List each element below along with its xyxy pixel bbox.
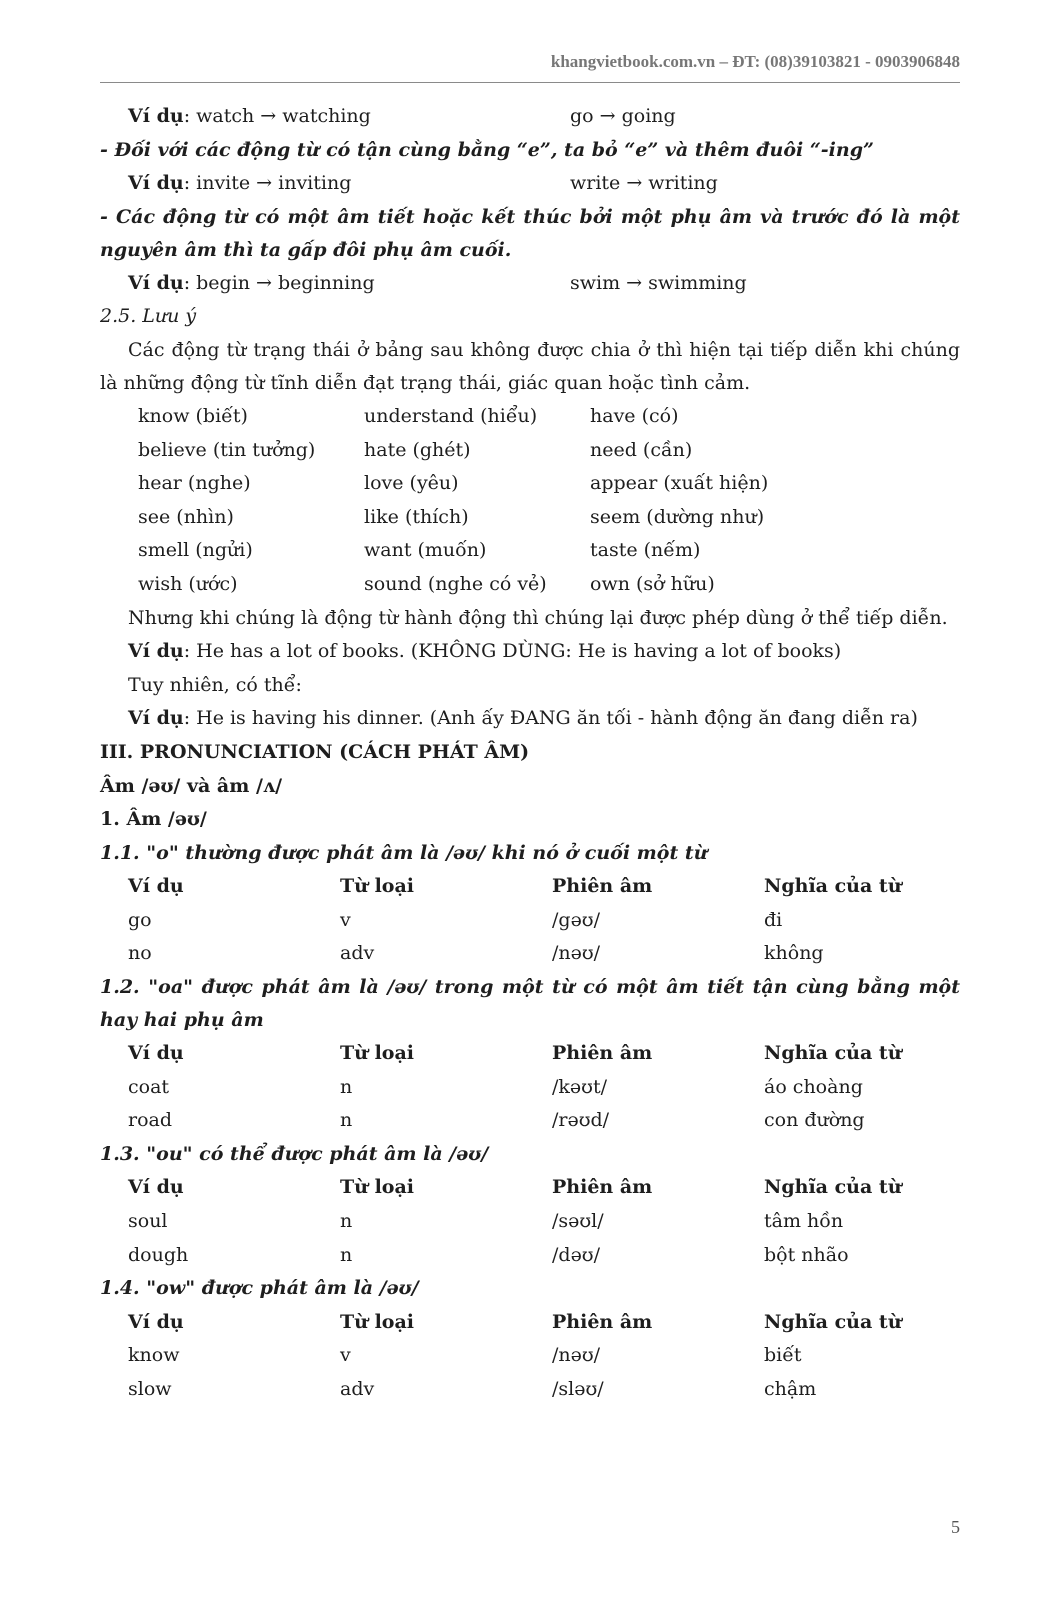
cell: /dəʊ/ [552, 1243, 600, 1266]
example-label: Ví dụ [128, 271, 184, 294]
example-right: swim → swimming [570, 271, 747, 294]
note-however: Tuy nhiên, có thể: [128, 673, 302, 696]
col-header: Nghĩa của từ [764, 1176, 902, 1199]
verb-row [100, 434, 960, 468]
cell: /səʊl/ [552, 1210, 604, 1233]
verb-cell: love (yêu) [364, 472, 459, 495]
cell: biết [764, 1344, 802, 1367]
col-header: Từ loại [340, 875, 414, 898]
verb-cell: smell (ngửi) [138, 539, 253, 562]
verb-cell: own (sở hữu) [590, 572, 715, 595]
col-header: Ví dụ [128, 875, 184, 898]
col-header: Nghĩa của từ [764, 1042, 902, 1065]
cell: tâm hồn [764, 1210, 844, 1233]
group-title: 1.3. "ou" có thể được phát âm là /əʊ/ [100, 1142, 489, 1165]
example-right: go → going [570, 105, 676, 127]
cell: v [340, 1344, 351, 1367]
cell: road [128, 1109, 173, 1132]
col-header: Phiên âm [552, 1310, 653, 1333]
page-header [100, 52, 960, 83]
page-content [100, 100, 960, 1407]
cell: đi [764, 908, 783, 931]
stative-verb-table [100, 400, 960, 602]
verb-cell: need (cần) [590, 438, 693, 461]
verb-cell: appear (xuất hiện) [590, 472, 769, 495]
table-row [100, 1205, 960, 1239]
table-header-row [100, 1037, 960, 1071]
example-label: Ví dụ [128, 172, 184, 195]
cell: /nəʊ/ [552, 1344, 601, 1367]
verb-cell: like (thích) [364, 505, 469, 528]
example-left: : watch → watching [183, 105, 371, 127]
rule-e: - Đối với các động từ có tận cùng bằng “e”, ta bỏ “e” và thêm đuôi “-ing” [100, 138, 874, 161]
group-title: 1.2. "oa" được phát âm là /əʊ/ trong một từ có một âm tiết tận cùng bằng một hay hai phụ âm [100, 976, 960, 1032]
table-row [100, 1104, 960, 1138]
section-3-heading: III. PRONUNCIATION (CÁCH PHÁT ÂM) [100, 740, 530, 763]
example-label: Ví dụ [128, 707, 184, 730]
verb-cell: wish (ước) [138, 572, 238, 595]
col-header: Phiên âm [552, 1042, 653, 1065]
verb-cell: know (biết) [138, 404, 248, 427]
verb-row [100, 534, 960, 568]
cell: n [340, 1210, 353, 1233]
example-left: : invite → inviting [183, 172, 352, 195]
table-row [100, 1373, 960, 1407]
verb-cell: hate (ghét) [364, 438, 471, 461]
cell: áo choàng [764, 1075, 863, 1098]
header-text: khangvietbook.com.vn – ĐT: (08)39103821 - 0903906848 [550, 52, 960, 71]
cell: /kəʊt/ [552, 1075, 607, 1098]
cell: n [340, 1243, 353, 1266]
cell: /sləʊ/ [552, 1378, 604, 1400]
col-header: Ví dụ [128, 1042, 184, 1065]
verb-row [100, 568, 960, 602]
table-row [100, 1339, 960, 1373]
example-text: : He has a lot of books. (KHÔNG DÙNG: He is having a lot of books) [183, 640, 842, 663]
verb-cell: want (muốn) [364, 539, 487, 562]
cell: no [128, 942, 152, 965]
table-row [100, 1239, 960, 1273]
table-row [100, 937, 960, 971]
example-left: : begin → beginning [183, 271, 375, 294]
table-header-row [100, 1306, 960, 1340]
col-header: Phiên âm [552, 1176, 653, 1199]
col-header: Từ loại [340, 1042, 414, 1065]
cell: n [340, 1075, 353, 1098]
verb-cell: seem (dường như) [590, 505, 765, 528]
example-line [100, 267, 960, 301]
cell: v [340, 908, 351, 931]
verb-cell: sound (nghe có vẻ) [364, 572, 547, 595]
cell: /gəʊ/ [552, 908, 600, 931]
sounds-heading: Âm /əʊ/ và âm /ʌ/ [100, 774, 283, 797]
note-but: Nhưng khi chúng là động từ hành động thì chúng lại được phép dùng ở thể tiếp diễn. [128, 606, 948, 629]
verb-cell: believe (tin tưởng) [138, 438, 316, 461]
note-intro: Các động từ trạng thái ở bảng sau không được chia ở thì hiện tại tiếp diễn khi chúng là những động từ tĩnh diễn đạt trạng thái, giác quan hoặc tình cảm. [100, 338, 960, 394]
table-header-row [100, 870, 960, 904]
cell: chậm [764, 1378, 817, 1400]
cell: adv [340, 1378, 375, 1400]
cell: n [340, 1109, 353, 1132]
verb-row [100, 501, 960, 535]
verb-row [100, 400, 960, 434]
table-header-row [100, 1171, 960, 1205]
cell: /rəʊd/ [552, 1109, 610, 1132]
cell: dough [128, 1243, 189, 1266]
cell: know [128, 1344, 180, 1367]
example-right: write → writing [570, 172, 718, 195]
table-row [100, 1071, 960, 1105]
col-header: Nghĩa của từ [764, 875, 902, 898]
cell: slow [128, 1378, 172, 1400]
table-row [100, 904, 960, 938]
example-line [100, 167, 960, 201]
cell: /nəʊ/ [552, 942, 601, 965]
col-header: Phiên âm [552, 875, 653, 898]
verb-cell: understand (hiểu) [364, 404, 538, 427]
cell: coat [128, 1075, 170, 1098]
verb-cell: see (nhìn) [138, 505, 234, 528]
col-header: Từ loại [340, 1310, 414, 1333]
group-title: 1.1. "o" thường được phát âm là /əʊ/ khi nó ở cuối một từ [100, 841, 708, 864]
note-example-2 [100, 702, 960, 736]
rule-double: - Các động từ có một âm tiết hoặc kết thúc bởi một phụ âm và trước đó là một nguyên âm thì ta gấp đôi phụ âm cuối. [100, 205, 960, 261]
cell: bột nhão [764, 1243, 849, 1266]
col-header: Ví dụ [128, 1176, 184, 1199]
verb-cell: taste (nếm) [590, 539, 701, 562]
col-header: Nghĩa của từ [764, 1310, 902, 1333]
example-label: Ví dụ [128, 640, 184, 663]
cell: con đường [764, 1109, 865, 1132]
verb-cell: hear (nghe) [138, 472, 251, 495]
verb-row [100, 467, 960, 501]
example-text: : He is having his dinner. (Anh ấy ĐANG ăn tối - hành động ăn đang diễn ra) [183, 707, 918, 730]
cell: soul [128, 1210, 168, 1233]
col-header: Từ loại [340, 1176, 414, 1199]
group-title: 1.4. "ow" được phát âm là /əʊ/ [100, 1277, 419, 1300]
verb-cell: have (có) [590, 404, 679, 427]
example-line [100, 100, 960, 134]
cell: adv [340, 942, 375, 965]
page-number: 5 [951, 1517, 960, 1537]
cell: không [764, 942, 824, 965]
cell: go [128, 908, 152, 931]
note-heading: 2.5. Lưu ý [100, 305, 197, 328]
example-label: Ví dụ [128, 105, 184, 127]
note-example-1 [100, 635, 960, 669]
subsection-1-heading: 1. Âm /əʊ/ [100, 808, 207, 831]
col-header: Ví dụ [128, 1310, 184, 1333]
